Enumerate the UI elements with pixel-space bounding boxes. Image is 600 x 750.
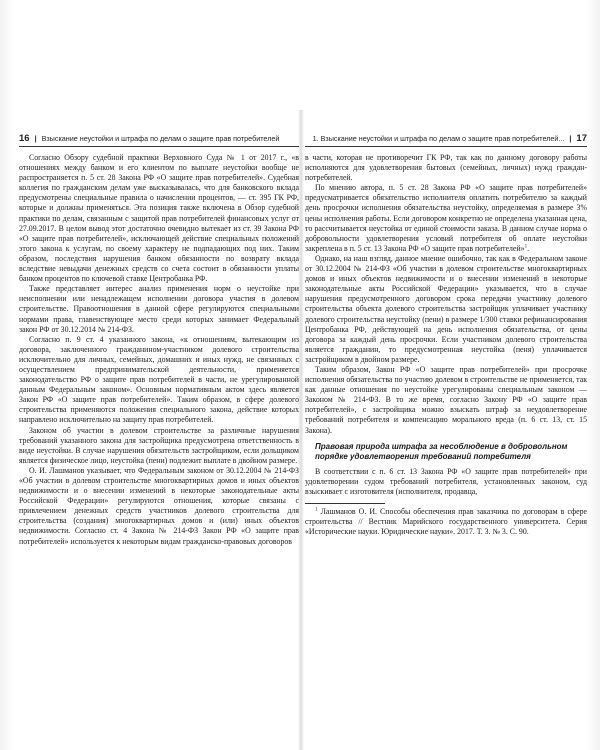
right-paragraph-5: В соответствии с п. 6 ст. 13 Закона РФ «О защите прав потребителей» при удовлетворении судом требований потребителя, установленных законом, суд взыскивает с изготовителя (исполнителя, продавца,	[305, 467, 587, 497]
right-paragraph-1: в части, которая не противоречит ГК РФ, так как по данному договору работы исполняются для удовлетворения бытовых (семейных, личных) нужд граждан-потребителей.	[305, 153, 587, 183]
footnote-mark: 1	[315, 506, 318, 512]
section-subheading: Правовая природа штрафа за несоблюдение в добровольном порядке удовлетворения требований потребителя	[315, 441, 568, 461]
right-running-header	[305, 132, 587, 147]
right-page-number: 17	[576, 132, 587, 144]
right-paragraph-2: По мнению автора, п. 5 ст. 28 Закона РФ «О защите прав потребителей» предусматривается обязательство исполнителя оплатить потребителю за каждый день просрочки исполнения обязательства неустойку, определяемая в размере 3% цены исполнения работы. Если договором конкретно не определена указанная цена, то рассчитывается неустойка от единой стоимости заказа. В данном случае норма о добровольности удовлетворения условий потребителя об оплате неустойки закреплена в п. 5 ст. 13 Закона РФ «О защите прав потребителей»$^1$.	[305, 183, 587, 253]
left-page-body	[19, 153, 299, 547]
right-paragraph-2-text: По мнению автора, п. 5 ст. 28 Закона РФ «О защите прав потребителей» предусматривается обязательство исполнителя оплатить потребителю за каждый день просрочки исполнения обязательства неустойку, определяемая в размере 3% цены исполнения работы. Если договором конкретно не определена указанная цена, то рассчитывается неустойка от единой стоимости заказа. В данном случае норма о добровольности удовлетворения условий потребителя об оплате неустойки закреплена в п. 5 ст. 13 Закона РФ «О защите прав потребителей»	[305, 183, 587, 253]
right-paragraph-3: Однако, на наш взгляд, данное мнение ошибочно, так как в Федеральном законе от 30.12.2004 № 214-ФЗ «Об участии в долевом строительстве многоквартирных домов и иных объектов недвижимости и о внесении изменений в некоторые законодательные акты Российской Федерации» указывается, что в случае нарушения предусмотренного договором срока передачи участнику долевого строительства объекта долевого строительства застройщик уплачивает участнику долевого строительства неустойку (пени) в размере 1/300 ставки рефинансирования Центробанка РФ, действующей на день исполнения обязательства, от цены договора за каждый день просрочки. Если участником долевого строительства является гражданин, то предусмотренная неустойка (пеня) уплачивается застройщиком в двойном размере.	[305, 253, 587, 364]
footnote	[305, 507, 587, 537]
header-separator: |	[569, 133, 572, 143]
left-paragraph-4: Законом об участии в долевом строительстве за различные нарушения требований указанного закона для застройщика предусмотрена ответственность в виде неустойки. В случае нарушения обязательств застройщиком, если дольщиком является физическое лицо, неустойка (пени) подлежит выплате в двойном размере.	[19, 425, 299, 465]
header-separator: |	[34, 133, 37, 143]
left-paragraph-1: Согласно Обзору судебной практики Верховного Суда № 1 от 2017 г., «в отношениях между банком и его клиентом по выплате неустойки вообще не распространяется п. 5 ст. 28 Закона РФ «О защите прав потребителей». Судебная коллегия по гражданским делам уже высказывалась, что для банковского вклада предусмотрены специальные правила о начислении процентов, — ст. 395 ГК РФ, которые и должны применяться. Эта позиция также включена в Обзор судебной практики по делам, связанным с защитой прав потребителей финансовых услуг от 27.09.2017. В целом вывод этот достаточно очевидно вытекает из ст. 39 Закона РФ «О защите прав потребителей», исключающей действие специальных положений этого закона к услугам, по своему характеру не подпадающих под них. Таким образом, последствия нарушения банком обязанности по возврату вклада вследствие невыдачи денежных средств со счета состоит в обязанности уплаты банком процентов по ключевой ставке Центробанка РФ.	[19, 153, 299, 284]
left-running-header	[19, 132, 299, 147]
footnote-reference: 1	[524, 244, 528, 250]
right-paragraph-4: Таким образом, Закон РФ «О защите прав потребителей» при просрочке исполнения обязательства по участию долевом в строительстве не применяется, так как данные отношения по неустойке урегулированы специальным законом — Законом № 214-ФЗ. В то же время, согласно Закону РФ «О защите прав потребителей», с застройщика можно взыскать штраф за неудовлетворение требований потребителя и компенсацию морального вреда (п. 6 ст. 13, ст. 15 Закона).	[305, 364, 587, 435]
footnote-text: Лашманов О. И. Способы обеспечения прав заказчика по договорам в сфере строительства // Вестник Марийского государственного университета. Серия «Исторические науки. Юридические науки». 2017. Т. 3. № 3. С. 90.	[305, 506, 587, 536]
left-page	[19, 132, 299, 547]
right-page-body	[305, 153, 587, 537]
left-page-number: 16	[19, 132, 30, 144]
right-running-head: 1. Взыскание неустойки и штрафа по делам о защите прав потребителей...	[312, 133, 565, 143]
left-paragraph-2: Также представляет интерес анализ применения норм о неустойке при неисполнении или ненадлежащем исполнении договора участия в долевом строительстве. Правоотношения в данной сфере регулируются специальными нормами права, главенствующее место среди которых занимает Федеральный закон РФ от 30.12.2014 № 214-ФЗ.	[19, 284, 299, 334]
left-running-head: Взыскание неустойки и штрафа по делам о защите прав потребителей	[41, 133, 280, 143]
footnote-divider	[305, 503, 385, 504]
left-paragraph-3: Согласно п. 9 ст. 4 указанного закона, «к отношениям, вытекающим из договора, заключенного гражданином-участником долевого строительства исключительно для личных, семейных, домашних и иных нужд, не связанных с осуществлением предпринимательской деятельности, применяется законодательство РФ о защите прав потребителей в части, не урегулированной данным Федеральным законом». Основным нормативным актом здесь является Закон РФ «О защите прав потребителей». Таким образом, в сфере долевого строительства применяются положения специального закона, действие которых направлено исключительно на защиту прав потребителей.	[19, 334, 299, 425]
left-paragraph-5: О. И. Лашманов указывает, что Федеральным законом от 30.12.2004 № 214-ФЗ «Об участии в долевом строительстве многоквартирных домов и иных объектов недвижимости и о внесении изменений в некоторые законодательные акты Российской Федерации» регулируются отношения, которые связаны с привлечением денежных средств участников долевого строительства для строительства (создания) многоквартирных домов и (или) иных объектов недвижимости. Согласно ст. 4 Закона № 214-ФЗ Закон РФ «О защите прав потребителей» используется к некоторым видам гражданско-правовых договоров	[19, 465, 299, 546]
right-page	[305, 132, 587, 537]
